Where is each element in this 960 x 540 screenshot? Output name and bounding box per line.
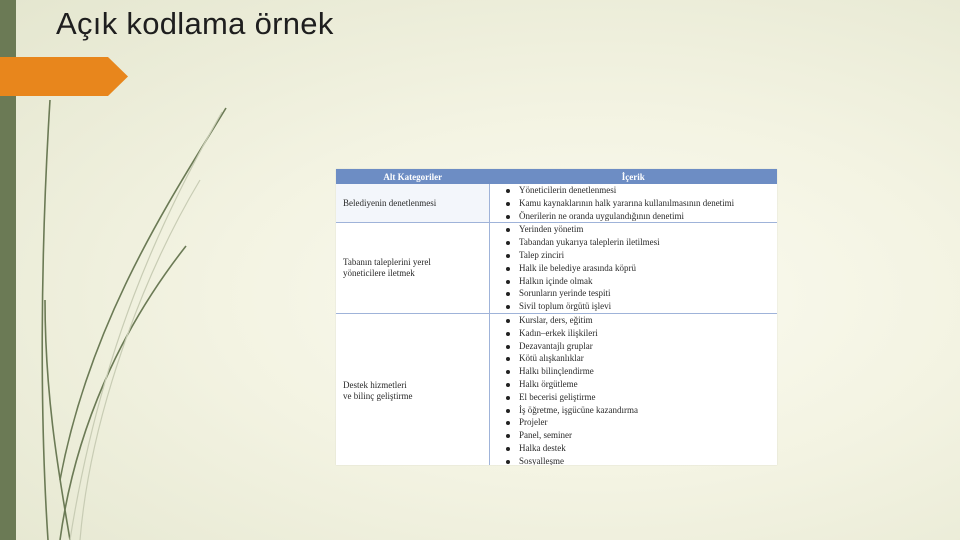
list-item: Sorunların yerinde tespiti <box>504 287 777 300</box>
list-item: Kötü alışkanlıklar <box>504 352 777 365</box>
category-cell <box>336 313 490 465</box>
list-item: Kurslar, ders, eğitim <box>504 314 777 327</box>
content-cell <box>490 184 778 223</box>
list-item: Projeler <box>504 416 777 429</box>
category-label: yöneticilere iletmek <box>343 268 415 279</box>
category-label: Tabanın taleplerini yerel <box>343 257 431 268</box>
list-item: Yerinden yönetim <box>504 223 777 236</box>
list-item: Halkı bilinçlendirme <box>504 365 777 378</box>
table-header-row <box>336 169 777 184</box>
list-item: Dezavantajlı gruplar <box>504 340 777 353</box>
item-list <box>490 184 777 222</box>
header-subcategories: Alt Kategoriler <box>336 169 490 184</box>
list-item: Tabandan yukarıya taleplerin iletilmesi <box>504 236 777 249</box>
list-item: Talep zinciri <box>504 249 777 262</box>
list-item: Halkın içinde olmak <box>504 275 777 288</box>
header-content: İçerik <box>490 169 778 184</box>
category-cell <box>336 223 490 314</box>
list-item: Sivil toplum örgütü işlevi <box>504 300 777 313</box>
orange-tab-shape <box>0 57 128 96</box>
category-cell <box>336 184 490 223</box>
list-item: Halka destek <box>504 442 777 455</box>
content-cell <box>490 223 778 314</box>
item-list <box>490 223 777 313</box>
list-item: Panel, seminer <box>504 429 777 442</box>
content-cell <box>490 313 778 465</box>
list-item: Halk ile belediye arasında köprü <box>504 262 777 275</box>
item-list <box>490 314 777 465</box>
category-label: Belediyenin denetlenmesi <box>343 197 437 208</box>
coding-table <box>336 169 777 465</box>
list-item: El becerisi geliştirme <box>504 391 777 404</box>
list-item: Önerilerin ne oranda uygulandığının denetimi <box>504 210 777 223</box>
list-item: Sosyalleşme <box>504 455 777 465</box>
list-item: Halkı örgütleme <box>504 378 777 391</box>
category-label: ve bilinç geliştirme <box>343 390 413 401</box>
list-item: Yöneticilerin denetlenmesi <box>504 184 777 197</box>
table-row <box>336 313 777 465</box>
slide-title: Açık kodlama örnek <box>56 6 334 41</box>
list-item: Kadın–erkek ilişkileri <box>504 327 777 340</box>
coding-table-image <box>336 169 777 465</box>
category-label: Destek hizmetleri <box>343 379 407 390</box>
table-row <box>336 184 777 223</box>
list-item: İş öğretme, işgücüne kazandırma <box>504 404 777 417</box>
list-item: Kamu kaynaklarının halk yararına kullanılmasının denetimi <box>504 197 777 210</box>
table-row <box>336 223 777 314</box>
